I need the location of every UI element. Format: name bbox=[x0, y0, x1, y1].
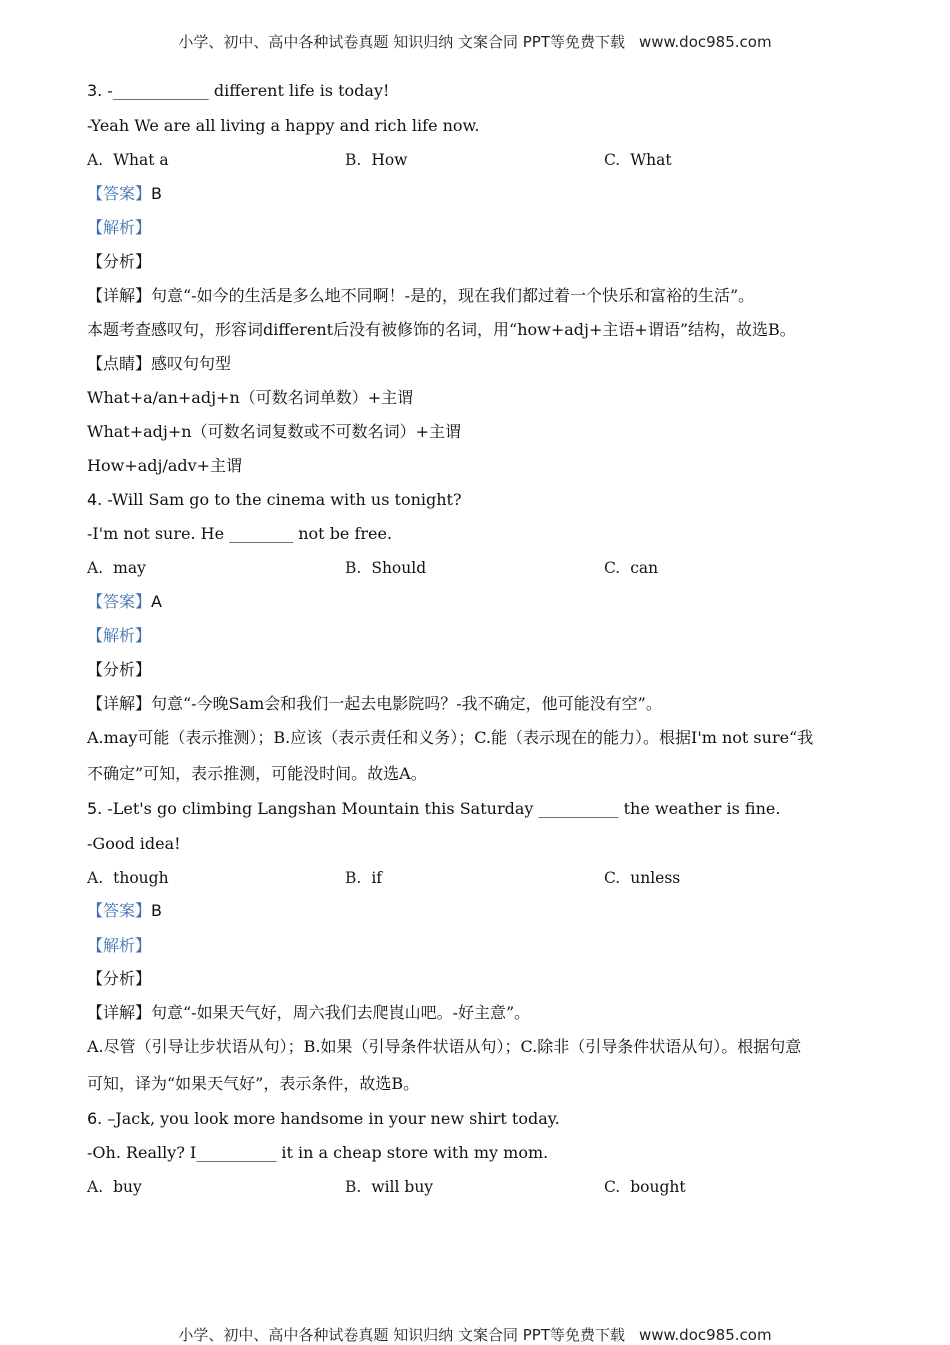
q3-stem-2: -Yeah We are all living a happy and rich life now. bbox=[87, 116, 480, 135]
q4-detail: 【详解】句意“-今晚Sam会和我们一起去电影院吗？-我不确定，他可能没有空”。 bbox=[87, 694, 662, 713]
q3-rule-2: What+adj+n（可数名词复数或不可数名词）+主谓 bbox=[87, 422, 461, 441]
q4-jiexi-label: 【解析】 bbox=[87, 626, 152, 645]
q3-option-c: C. What bbox=[604, 151, 672, 169]
q4-detail-3: 不确定”可知，表示推测，可能没时间。故选A。 bbox=[87, 764, 427, 783]
q3-number: 3. bbox=[87, 81, 103, 100]
q4-option-b: B. Should bbox=[345, 559, 427, 577]
q6-stem-2: -Oh. Really? I__________ it in a cheap store with my mom. bbox=[87, 1143, 549, 1162]
page-header bbox=[0, 31, 950, 52]
q5-option-a: A. though bbox=[87, 869, 169, 887]
q3-option-a: A. What a bbox=[87, 151, 169, 169]
q4-stem-2: -I'm not sure. He ________ not be free. bbox=[87, 524, 393, 543]
q4-stem-1: 4. -Will Sam go to the cinema with us tonight? bbox=[87, 490, 462, 509]
q6-option-b: B. will buy bbox=[345, 1178, 434, 1196]
q3-fenxi-label: 【分析】 bbox=[87, 252, 152, 271]
q4-option-c: C. can bbox=[604, 559, 659, 577]
q5-stem-2: -Good idea! bbox=[87, 834, 181, 853]
q5-detail: 【详解】句意“-如果天气好，周六我们去爬崀山吧。-好主意”。 bbox=[87, 1003, 531, 1022]
q4-option-a: A. may bbox=[87, 559, 146, 577]
q6-stem-1: 6. –Jack, you look more handsome in your new shirt today. bbox=[87, 1109, 560, 1128]
q4-number: 4. bbox=[87, 490, 103, 509]
q5-detail-2: A.尽管（引导让步状语从句）；B.如果（引导条件状语从句）；C.除非（引导条件状语从句）。根据句意 bbox=[87, 1037, 802, 1056]
q5-option-c: C. unless bbox=[604, 869, 681, 887]
header-text: 小学、初中、高中各种试卷真题 知识归纳 文案合同 PPT等免费下载 bbox=[178, 33, 625, 51]
q5-jiexi-label: 【解析】 bbox=[87, 936, 152, 955]
q5-option-b: B. if bbox=[345, 869, 383, 887]
q3-answer: 【答案】B bbox=[87, 184, 162, 203]
page-footer bbox=[0, 1324, 950, 1345]
q3-detail: 【详解】句意“-如今的生活是多么地不同啊！-是的，现在我们都过着一个快乐和富裕的生活”。 bbox=[87, 286, 755, 305]
q3-stem-1: 3. -____________ different life is today! bbox=[87, 81, 390, 100]
q3-rule-3: How+adj/adv+主谓 bbox=[87, 456, 243, 475]
q4-answer: 【答案】A bbox=[87, 592, 162, 611]
q3-rule-1: What+a/an+adj+n（可数名词单数）+主谓 bbox=[87, 388, 414, 407]
q3-jiexi-label: 【解析】 bbox=[87, 218, 152, 237]
q6-option-c: C. bought bbox=[604, 1178, 686, 1196]
q5-answer: 【答案】B bbox=[87, 901, 162, 920]
q4-detail-2: A.may可能（表示推测）；B.应该（表示责任和义务）；C.能（表示现在的能力）。根据I'm not sure“我 bbox=[87, 728, 814, 747]
header-url[interactable]: www.doc985.com bbox=[638, 33, 772, 51]
q3-dianjing: 【点睛】感叹句句型 bbox=[87, 354, 232, 373]
footer-url[interactable]: www.doc985.com bbox=[638, 1326, 772, 1344]
q6-option-a: A. buy bbox=[87, 1178, 142, 1196]
q5-detail-3: 可知，译为“如果天气好”，表示条件，故选B。 bbox=[87, 1074, 420, 1093]
q5-number: 5. bbox=[87, 799, 103, 818]
q5-fenxi-label: 【分析】 bbox=[87, 969, 152, 988]
q3-option-b: B. How bbox=[345, 151, 408, 169]
q3-detail-2: 本题考查感叹句，形容词different后没有被修饰的名词，用“how+adj+主语+谓语”结构，故选B。 bbox=[87, 320, 796, 339]
q4-fenxi-label: 【分析】 bbox=[87, 660, 152, 679]
footer-text: 小学、初中、高中各种试卷真题 知识归纳 文案合同 PPT等免费下载 bbox=[178, 1326, 625, 1344]
q6-number: 6. bbox=[87, 1109, 103, 1128]
q5-stem-1: 5. -Let's go climbing Langshan Mountain this Saturday __________ the weather is fine. bbox=[87, 799, 781, 818]
